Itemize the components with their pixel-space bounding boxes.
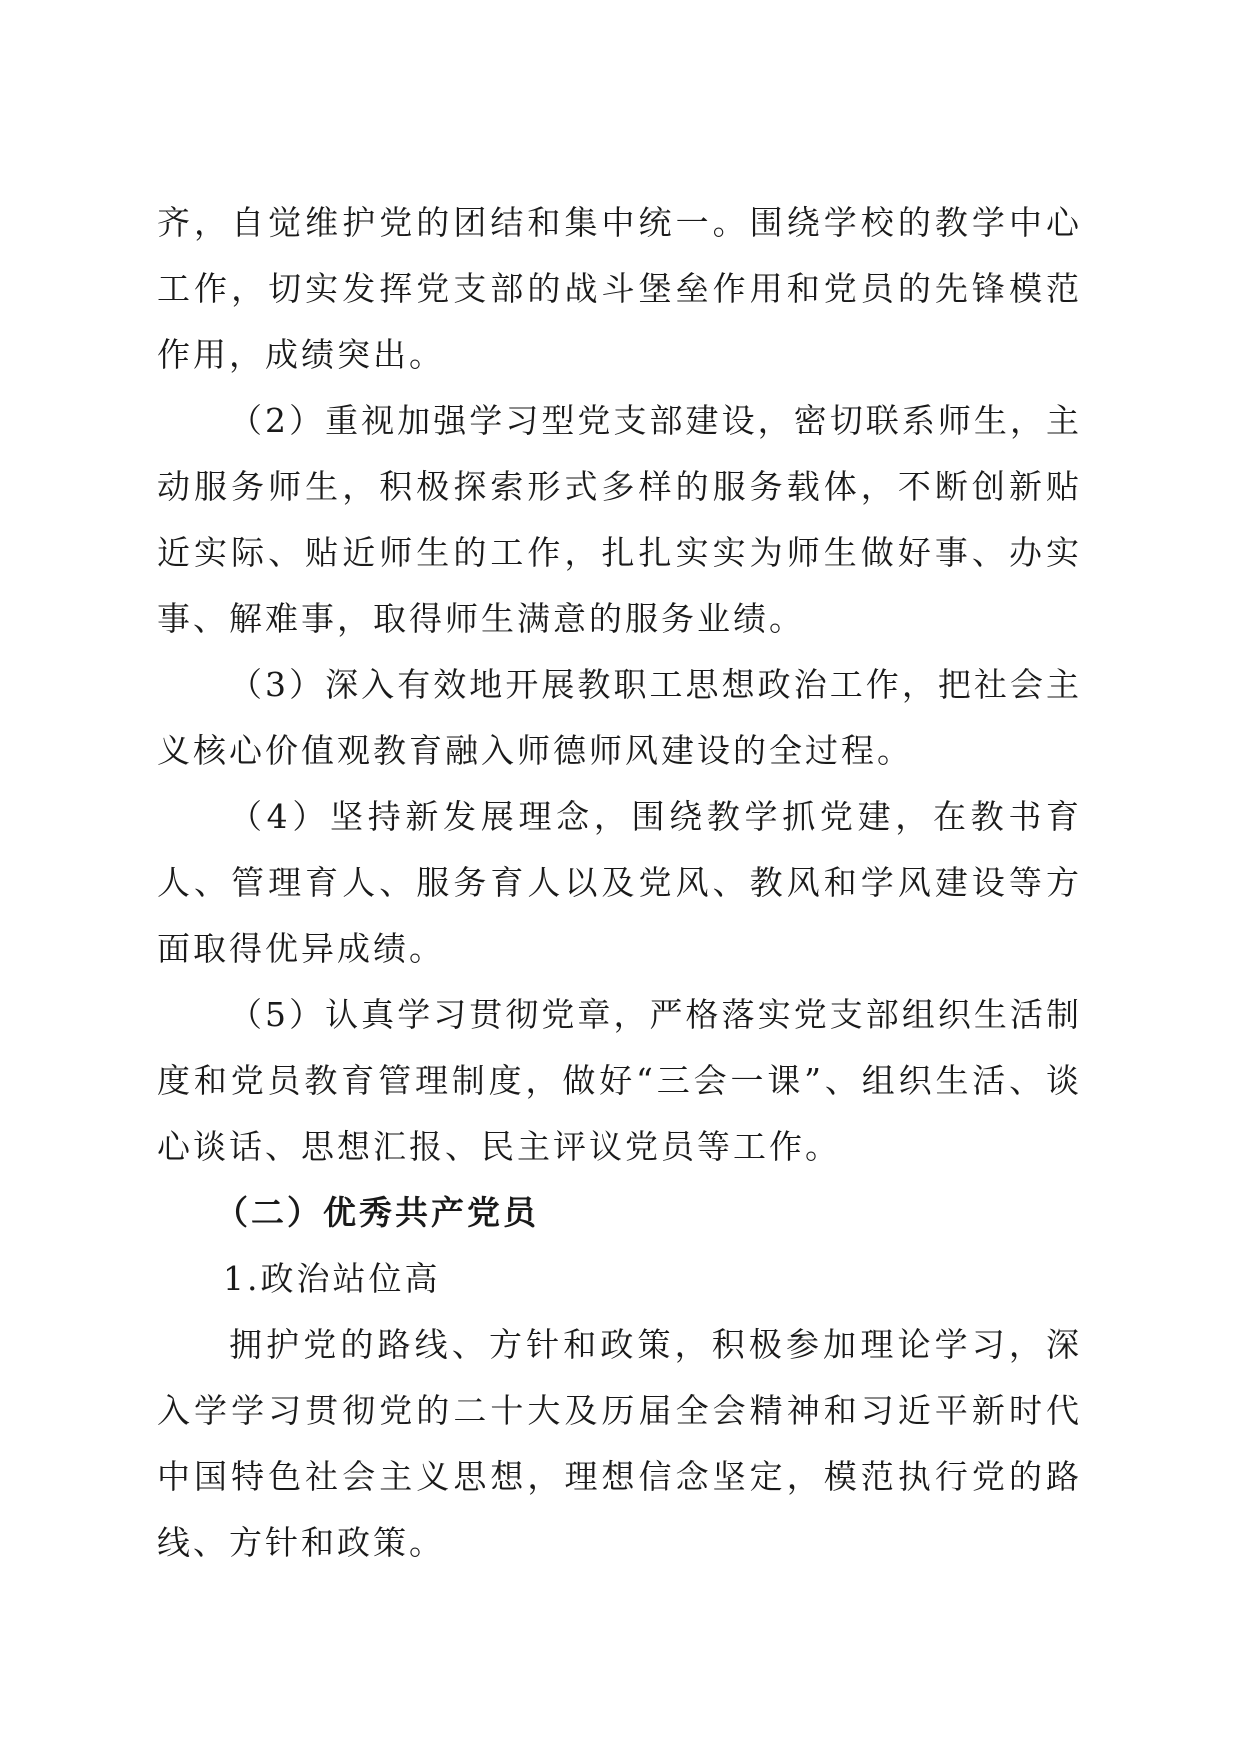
criterion-paragraph-3: （3）深入有效地开展教职工思想政治工作，把社会主义核心价值观教育融入师德师风建设的全过程。 [157, 665, 1082, 770]
criterion-paragraph-5: （5）认真学习贯彻党章，严格落实党支部组织生活制度和党员教育管理制度，做好“三会一课”、组织生活、谈心谈话、思想汇报、民主评议党员等工作。 [157, 995, 1082, 1166]
subsection-paragraph: 拥护党的路线、方针和政策，积极参加理论学习，深入学学习贯彻党的二十大及历届全会精神和习近平新时代中国特色社会主义思想，理想信念坚定，模范执行党的路线、方针和政策。 [157, 1325, 1082, 1562]
criterion-paragraph-4: （4）坚持新发展理念，围绕教学抓党建，在教书育人、管理育人、服务育人以及党风、教风和学风建设等方面取得优异成绩。 [157, 797, 1082, 968]
criterion-paragraph-2: （2）重视加强学习型党支部建设，密切联系师生，主动服务师生，积极探索形式多样的服务载体，不断创新贴近实际、贴近师生的工作，扎扎实实为师生做好事、办实事、解难事，取得师生满意的服务业绩。 [157, 401, 1082, 638]
document-body [157, 190, 1082, 1576]
section-heading: （二）优秀共产党员 [215, 1193, 539, 1232]
subsection-heading: 1.政治站位高 [223, 1259, 441, 1298]
continuation-paragraph: 齐，自觉维护党的团结和集中统一。围绕学校的教学中心工作，切实发挥党支部的战斗堡垒作用和党员的先锋模范作用，成绩突出。 [157, 203, 1082, 374]
